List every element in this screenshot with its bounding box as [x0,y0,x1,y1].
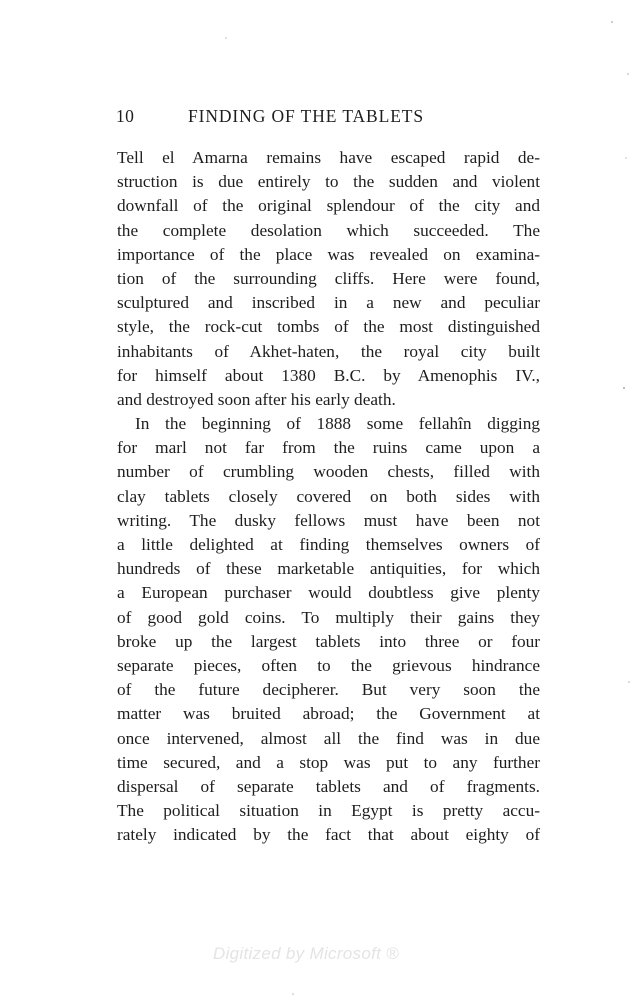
text-line: of the future decipherer. But very soon the [117,680,540,700]
text-line: dispersal of separate tablets and of fragments. [117,776,540,796]
text-line: tion of the surrounding cliffs. Here were found, [117,268,540,288]
text-line: In the beginning of 1888 some fellahîn digging [135,414,540,434]
text-line: clay tablets closely covered on both sides with [117,486,540,506]
text-line: hundreds of these marketable antiquities, for which [117,559,540,579]
text-line: time secured, and a stop was put to any further [117,752,540,772]
digitization-watermark: Digitized by Microsoft ® [213,944,399,963]
text-line: The political situation in Egypt is pretty accu- [117,801,540,821]
text-line: and destroyed soon after his early death. [117,389,396,409]
text-line: inhabitants of Akhet-haten, the royal city built [117,341,540,361]
dust-speck [628,681,630,683]
text-line: for himself about 1380 B.C. by Amenophis IV., [117,365,540,385]
dust-speck [627,73,629,75]
text-line: downfall of the original splendour of the city and [117,196,540,216]
page-number: 10 [116,106,135,126]
text-line: Tell el Amarna remains have escaped rapid de- [117,148,540,167]
dust-speck [623,387,625,389]
text-line: separate pieces, often to the grievous hindrance [117,655,540,675]
text-line: broke up the largest tablets into three or four [117,631,540,651]
dust-speck [611,21,613,23]
text-line: matter was bruited abroad; the Government at [117,704,540,724]
body-text [117,146,540,847]
text-line: sculptured and inscribed in a new and peculiar [117,293,540,313]
text-line: struction is due entirely to the sudden and violent [117,172,540,192]
text-line: for marl not far from the ruins came upon a [117,438,540,458]
text-line: of good gold coins. To multiply their gains they [117,607,540,627]
text-line: a little delighted at finding themselves owners of [117,535,540,554]
text-line: style, the rock-cut tombs of the most distinguished [117,317,540,337]
text-line: a European purchaser would doubtless give plenty [117,583,540,603]
text-line: writing. The dusky fellows must have been not [117,510,540,530]
text-line: importance of the place was revealed on examina- [117,244,540,264]
text-line: rately indicated by the fact that about eighty of [117,825,540,845]
text-line: number of crumbling wooden chests, filled with [117,462,540,482]
running-head [116,106,540,130]
dust-speck [292,993,294,995]
text-line: once intervened, almost all the find was in due [117,728,540,748]
running-title: FINDING OF THE TABLETS [188,106,425,126]
text-line: the complete desolation which succeeded. The [117,220,540,240]
dust-speck [625,157,626,158]
dust-speck [225,37,227,39]
